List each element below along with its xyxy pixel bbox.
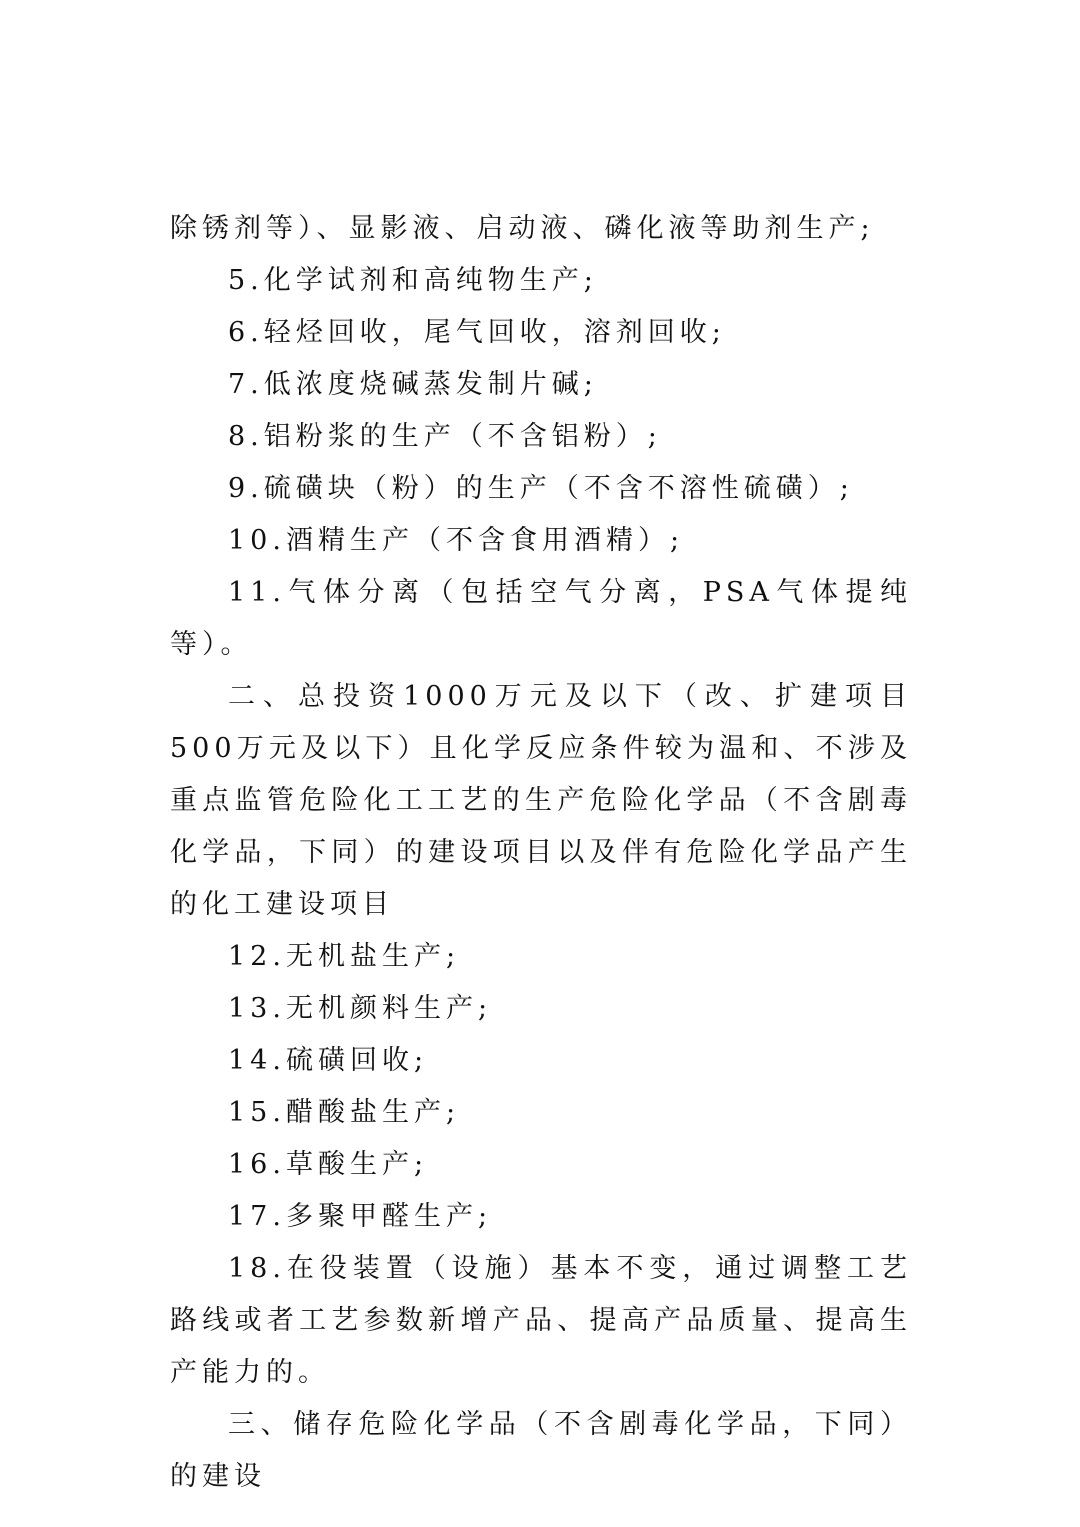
list-item: 5.化学试剂和高纯物生产; — [228, 265, 598, 296]
section-heading-3: 三、储存危险化学品（不含剧毒化学品，下同）的建设 — [170, 1409, 912, 1492]
section-heading-2: 二、总投资1000万元及以下（改、扩建项目500万元及以下）且化学反应条件较为温和、不涉及重点监管危险化工工艺的生产危险化学品（不含剧毒化学品，下同）的建设项目以及伴有危险化学品产生的化工建设项目 — [170, 681, 912, 920]
list-item: 12.无机盐生产; — [228, 941, 461, 972]
list-item: 8.铝粉浆的生产（不含铝粉）; — [228, 421, 662, 452]
list-item: 15.醋酸盐生产; — [228, 1097, 461, 1128]
list-item: 18.在役装置（设施）基本不变，通过调整工艺路线或者工艺参数新增产品、提高产品质量、提高生产能力的。 — [170, 1253, 912, 1388]
document-body — [170, 203, 912, 1503]
list-item: 10.酒精生产（不含食用酒精）; — [228, 525, 685, 556]
list-item: 6.轻烃回收，尾气回收，溶剂回收; — [228, 317, 726, 348]
list-item: 9.硫磺块（粉）的生产（不含不溶性硫磺）; — [228, 473, 854, 504]
list-item: 11.气体分离（包括空气分离，PSA气体提纯等）。 — [170, 577, 912, 660]
list-item: 16.草酸生产; — [228, 1149, 429, 1180]
list-item: 17.多聚甲醛生产; — [228, 1201, 493, 1232]
paragraph-continuation: 除锈剂等）、显影液、启动液、磷化液等助剂生产; — [170, 213, 875, 244]
list-item: 14.硫磺回收; — [228, 1045, 429, 1076]
list-item: 7.低浓度烧碱蒸发制片碱; — [228, 369, 598, 400]
list-item: 13.无机颜料生产; — [228, 993, 493, 1024]
